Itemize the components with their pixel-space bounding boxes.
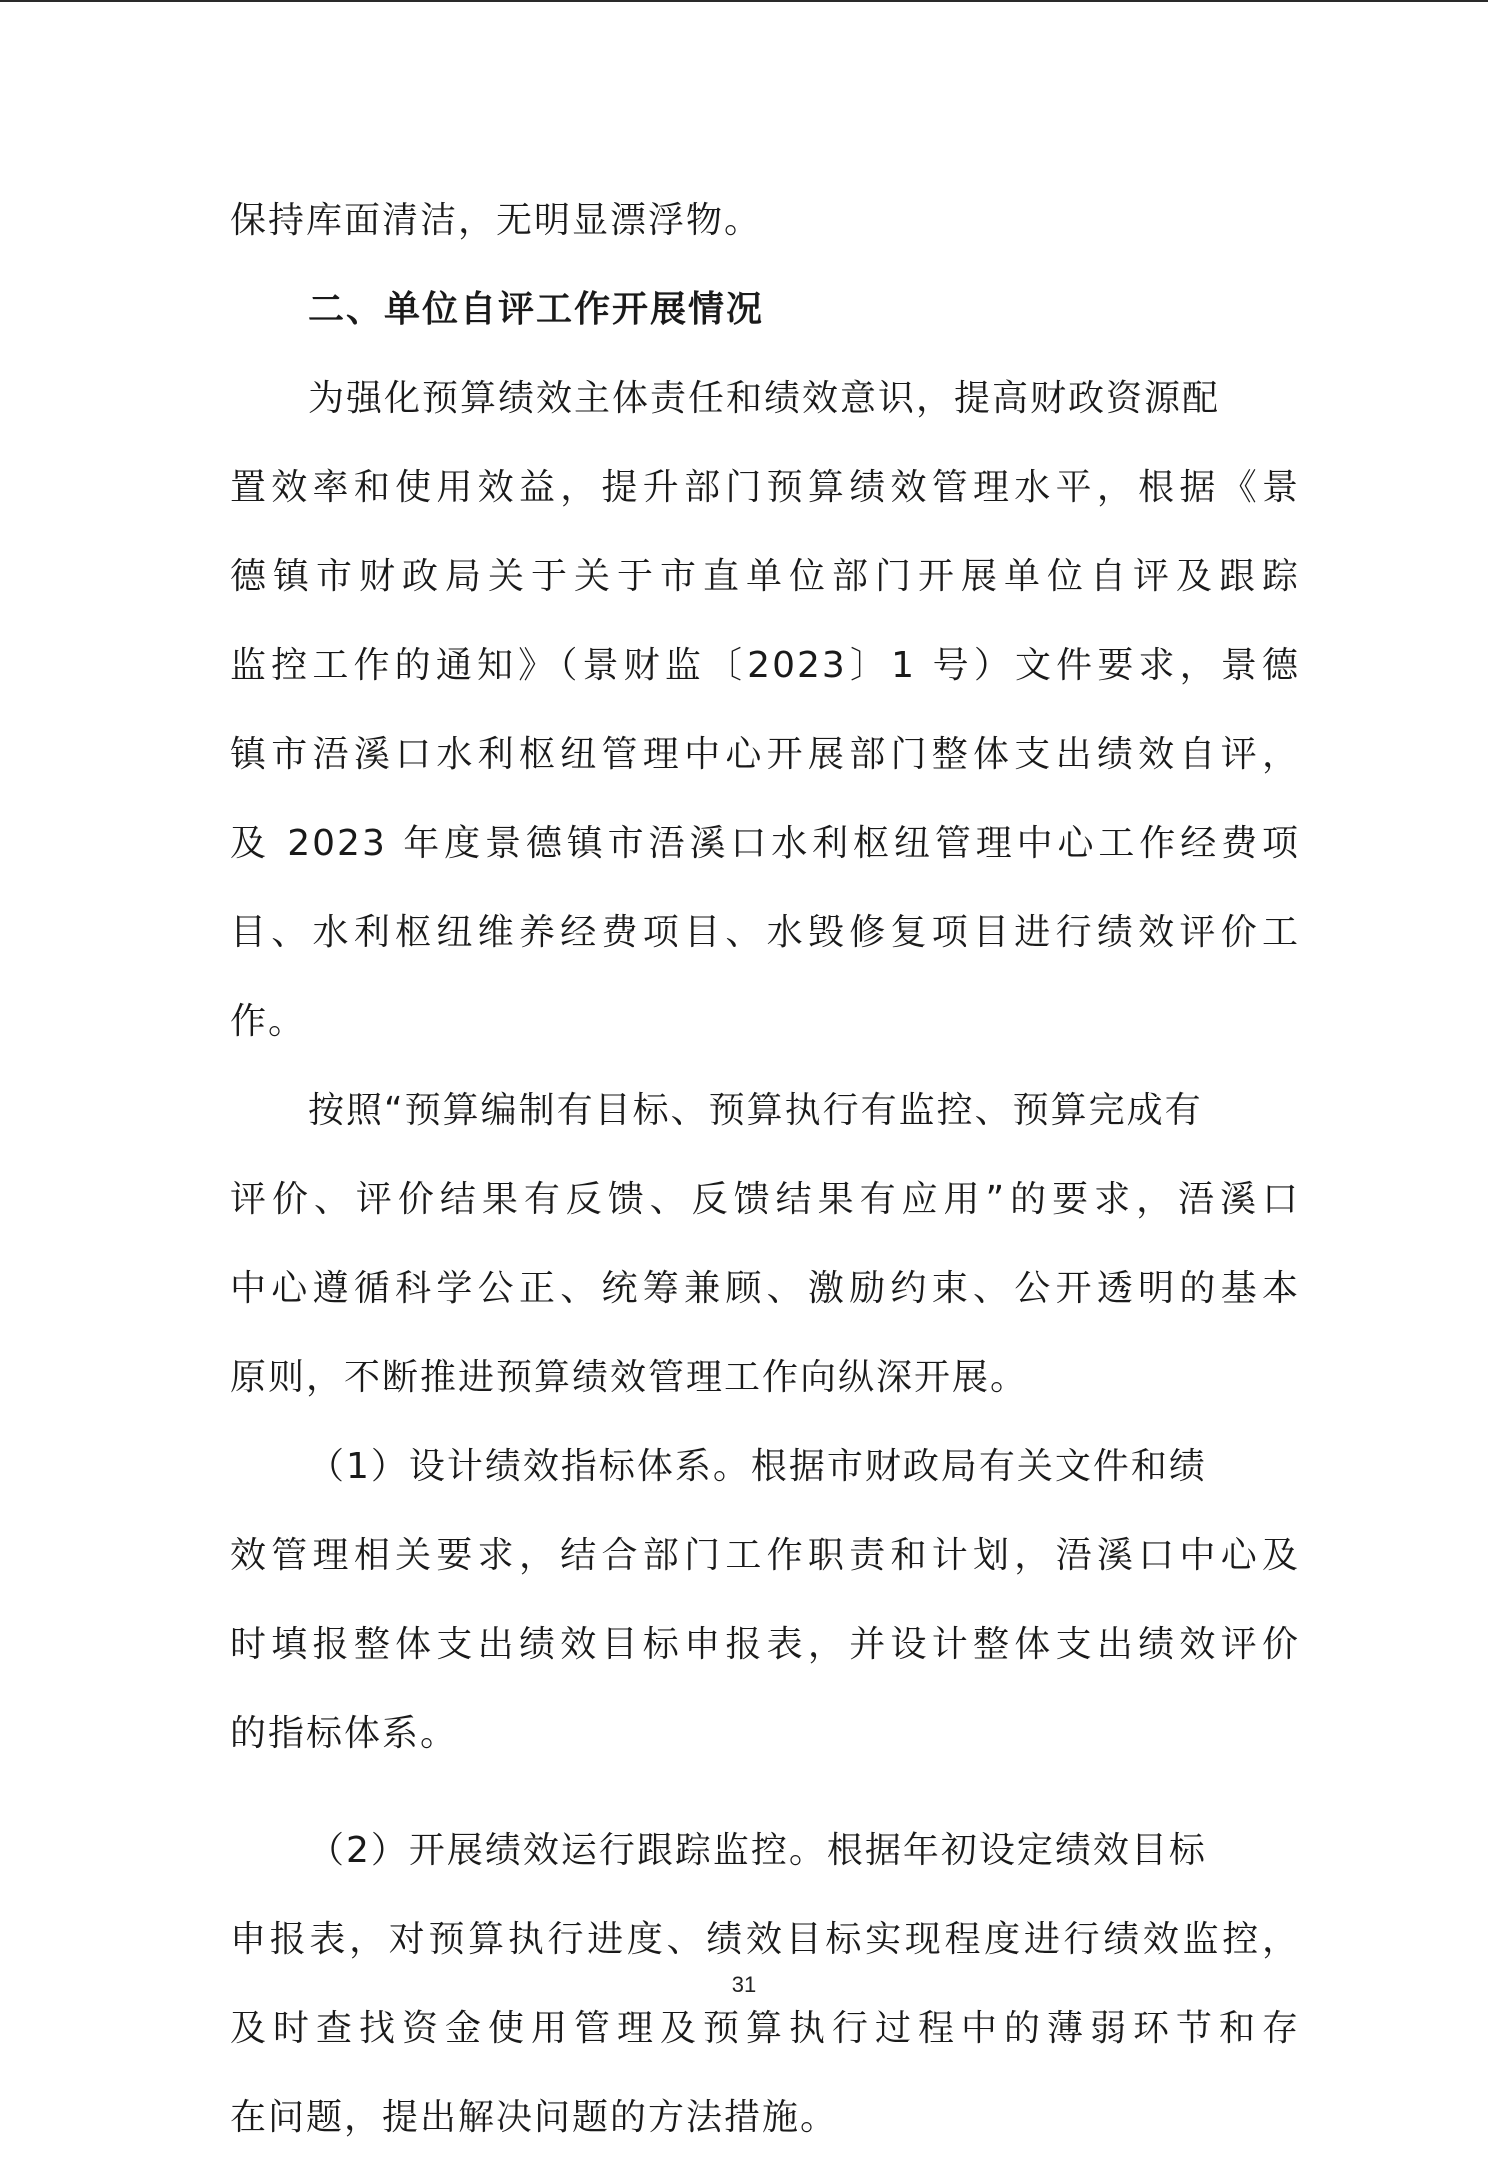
paragraph-line: 按照“预算编制有目标、预算执行有监控、预算完成有 xyxy=(308,1090,1203,1131)
paragraph-line: （2）开展绩效运行跟踪监控。根据年初设定绩效目标 xyxy=(308,1830,1207,1871)
paragraph-line: 申报表，对预算执行进度、绩效目标实现程度进行绩效监控， xyxy=(230,1919,1300,1960)
paragraph-line: 作。 xyxy=(230,1001,307,1042)
section-heading: 二、单位自评工作开展情况 xyxy=(308,289,765,330)
paragraph-line: 中心遵循科学公正、统筹兼顾、激励约束、公开透明的基本 xyxy=(230,1268,1300,1309)
paragraph-line: 评价、评价结果有反馈、反馈结果有应用”的要求，浯溪口 xyxy=(230,1179,1300,1220)
paragraph-line: 目、水利枢纽维养经费项目、水毁修复项目进行绩效评价工 xyxy=(230,912,1300,953)
paragraph-line: 原则，不断推进预算绩效管理工作向纵深开展。 xyxy=(230,1357,1029,1398)
paragraph-gap xyxy=(230,1788,1300,1816)
paragraph-line: 及时查找资金使用管理及预算执行过程中的薄弱环节和存 xyxy=(230,2008,1300,2049)
page-number: 31 xyxy=(731,1972,757,1997)
paragraph-line: （1）设计绩效指标体系。根据市财政局有关文件和绩 xyxy=(308,1446,1207,1487)
paragraph-line: 置效率和使用效益，提升部门预算绩效管理水平，根据《景 xyxy=(230,467,1300,508)
paragraph-line: 保持库面清洁，无明显漂浮物。 xyxy=(230,200,763,241)
paragraph-line: 镇市浯溪口水利枢纽管理中心开展部门整体支出绩效自评， xyxy=(230,734,1300,775)
document-body xyxy=(230,186,1300,2172)
paragraph-line: 效管理相关要求，结合部门工作职责和计划，浯溪口中心及 xyxy=(230,1535,1300,1576)
page-top-border xyxy=(0,0,1488,2)
paragraph-line: 时填报整体支出绩效目标申报表，并设计整体支出绩效评价 xyxy=(230,1624,1300,1665)
paragraph-line: 德镇市财政局关于关于市直单位部门开展单位自评及跟踪 xyxy=(230,556,1300,597)
paragraph-line: 及 2023 年度景德镇市浯溪口水利枢纽管理中心工作经费项 xyxy=(230,823,1300,864)
paragraph-line: 在问题，提出解决问题的方法措施。 xyxy=(230,2097,839,2138)
paragraph-line: 为强化预算绩效主体责任和绩效意识，提高财政资源配 xyxy=(308,378,1221,419)
paragraph-line: 监控工作的通知》（景财监〔2023〕1 号）文件要求，景德 xyxy=(230,645,1300,686)
paragraph-line: 的指标体系。 xyxy=(230,1713,459,1754)
